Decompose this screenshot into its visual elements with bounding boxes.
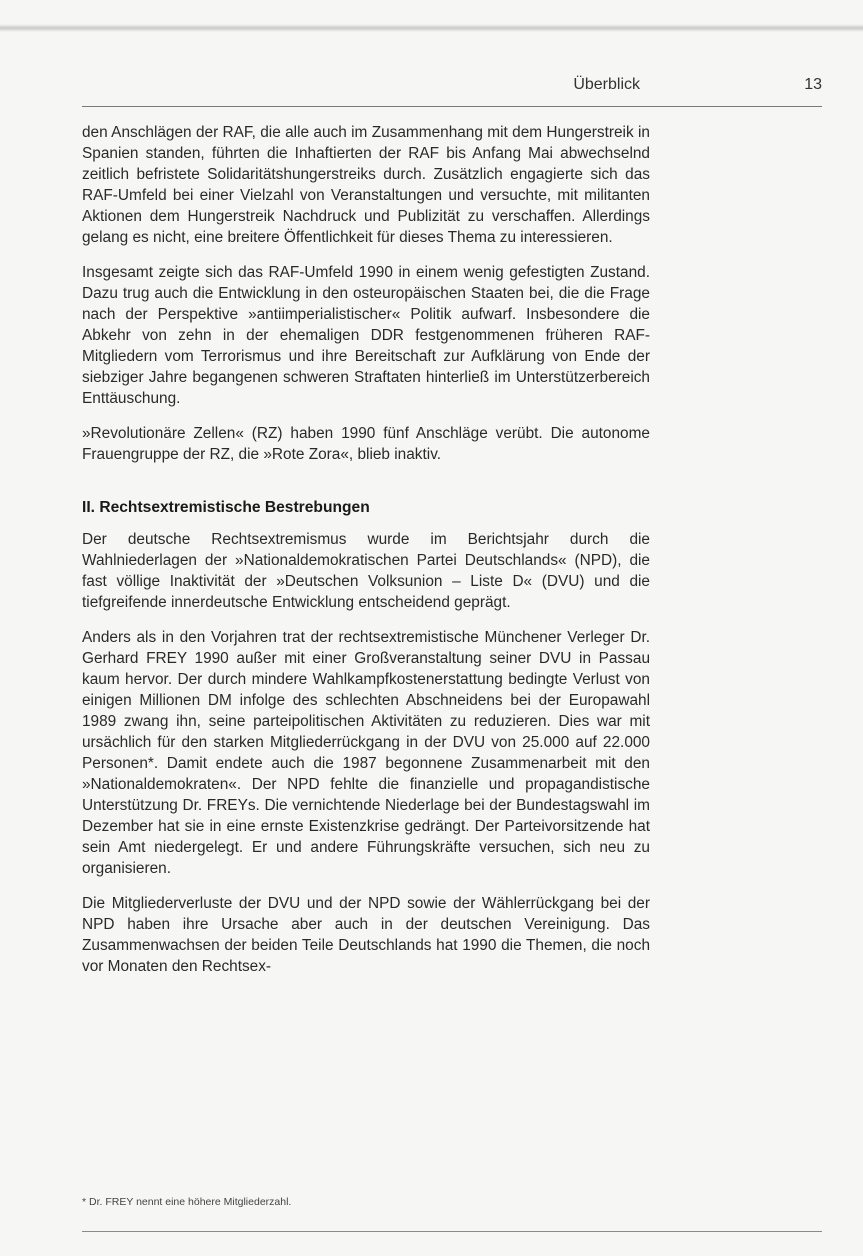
paragraph: Anders als in den Vorjahren trat der rechtsextremistische Münchener Verleger Dr. Gerhard FREY 1990 außer mit einer Großveranstaltung seiner DVU in Passau kaum hervor. Der durch mindere Wahlkampfkostenerstattung bedingte Verlust von einigen Millionen DM infolge des schlechten Abschneidens bei der Europawahl 1989 zwang ihn, seine parteipolitischen Aktivitäten zu reduzieren. Dies war mit ursächlich für den starken Mitgliederrückgang in der DVU von 25.000 auf 22.000 Personen*. Damit endete auch die 1987 begonnene Zusammenarbeit mit den »Nationaldemokraten«. Der NPD fehlte die finanzielle und propagandistische Unterstützung Dr. FREYs. Die vernichtende Niederlage bei der Bundestagswahl im Dezember hat sie in eine ernste Existenzkrise gedrängt. Der Parteivorsitzende hat sein Amt niedergelegt. Er und andere Führungskräfte versuchen, sich neu zu organisieren. (82, 629, 650, 877)
body-text (82, 122, 650, 991)
paragraph: den Anschlägen der RAF, die alle auch im Zusammenhang mit dem Hungerstreik in Spanien standen, führten die Inhaftierten der RAF bis Anfang Mai abwechselnd zeitlich befristete Solidaritätshungerstreiks durch. Zusätzlich engagierte sich das RAF-Umfeld bei einer Vielzahl von Veranstaltungen und versuchte, mit militanten Aktionen dem Hungerstreik Nachdruck und Publizität zu verschaffen. Allerdings gelang es nicht, eine breitere Öffentlichkeit für dieses Thema zu interessieren. (82, 124, 650, 246)
paragraph: Die Mitgliederverluste der DVU und der NPD sowie der Wählerrückgang bei der NPD haben ihre Ursache aber auch in der deutschen Vereinigung. Das Zusammenwachsen der beiden Teile Deutschlands hat 1990 die Themen, die noch vor Monaten den Rechtsex- (82, 895, 650, 975)
scan-edge-shadow (0, 24, 863, 32)
running-title: Überblick (573, 76, 640, 93)
running-header (82, 76, 822, 100)
section-heading: II. Rechtsextremistische Bestrebungen (82, 499, 370, 516)
header-rule (82, 106, 822, 107)
paragraph: Der deutsche Rechtsextremismus wurde im Berichtsjahr durch die Wahlniederlagen der »Nationaldemokratischen Partei Deutschlands« (NPD), die fast völlige Inaktivität der »Deutschen Volksunion – Liste D« (DVU) und die tiefgreifende innerdeutsche Entwicklung entscheidend geprägt. (82, 531, 650, 611)
paragraph: Insgesamt zeigte sich das RAF-Umfeld 1990 in einem wenig gefestigten Zustand. Dazu trug auch die Entwicklung in den osteuropäischen Staaten bei, die die Frage nach der Perspektive »antiimperialistischer« Politik aufwarf. Insbesondere die Abkehr von zehn in der ehemaligen DDR festgenommenen früheren RAF-Mitgliedern vom Terrorismus und ihre Bereitschaft zur Aufklärung von Ende der siebziger Jahre begangenen schweren Straftaten hinterließ im Unterstützerbereich Enttäuschung. (82, 264, 650, 407)
footer-rule (82, 1231, 822, 1232)
paragraph: »Revolutionäre Zellen« (RZ) haben 1990 fünf Anschläge verübt. Die autonome Frauengruppe der RZ, die »Rote Zora«, blieb inaktiv. (82, 425, 650, 463)
footnote: * Dr. FREY nennt eine höhere Mitgliederzahl. (82, 1196, 292, 1208)
page-number: 13 (804, 76, 822, 93)
